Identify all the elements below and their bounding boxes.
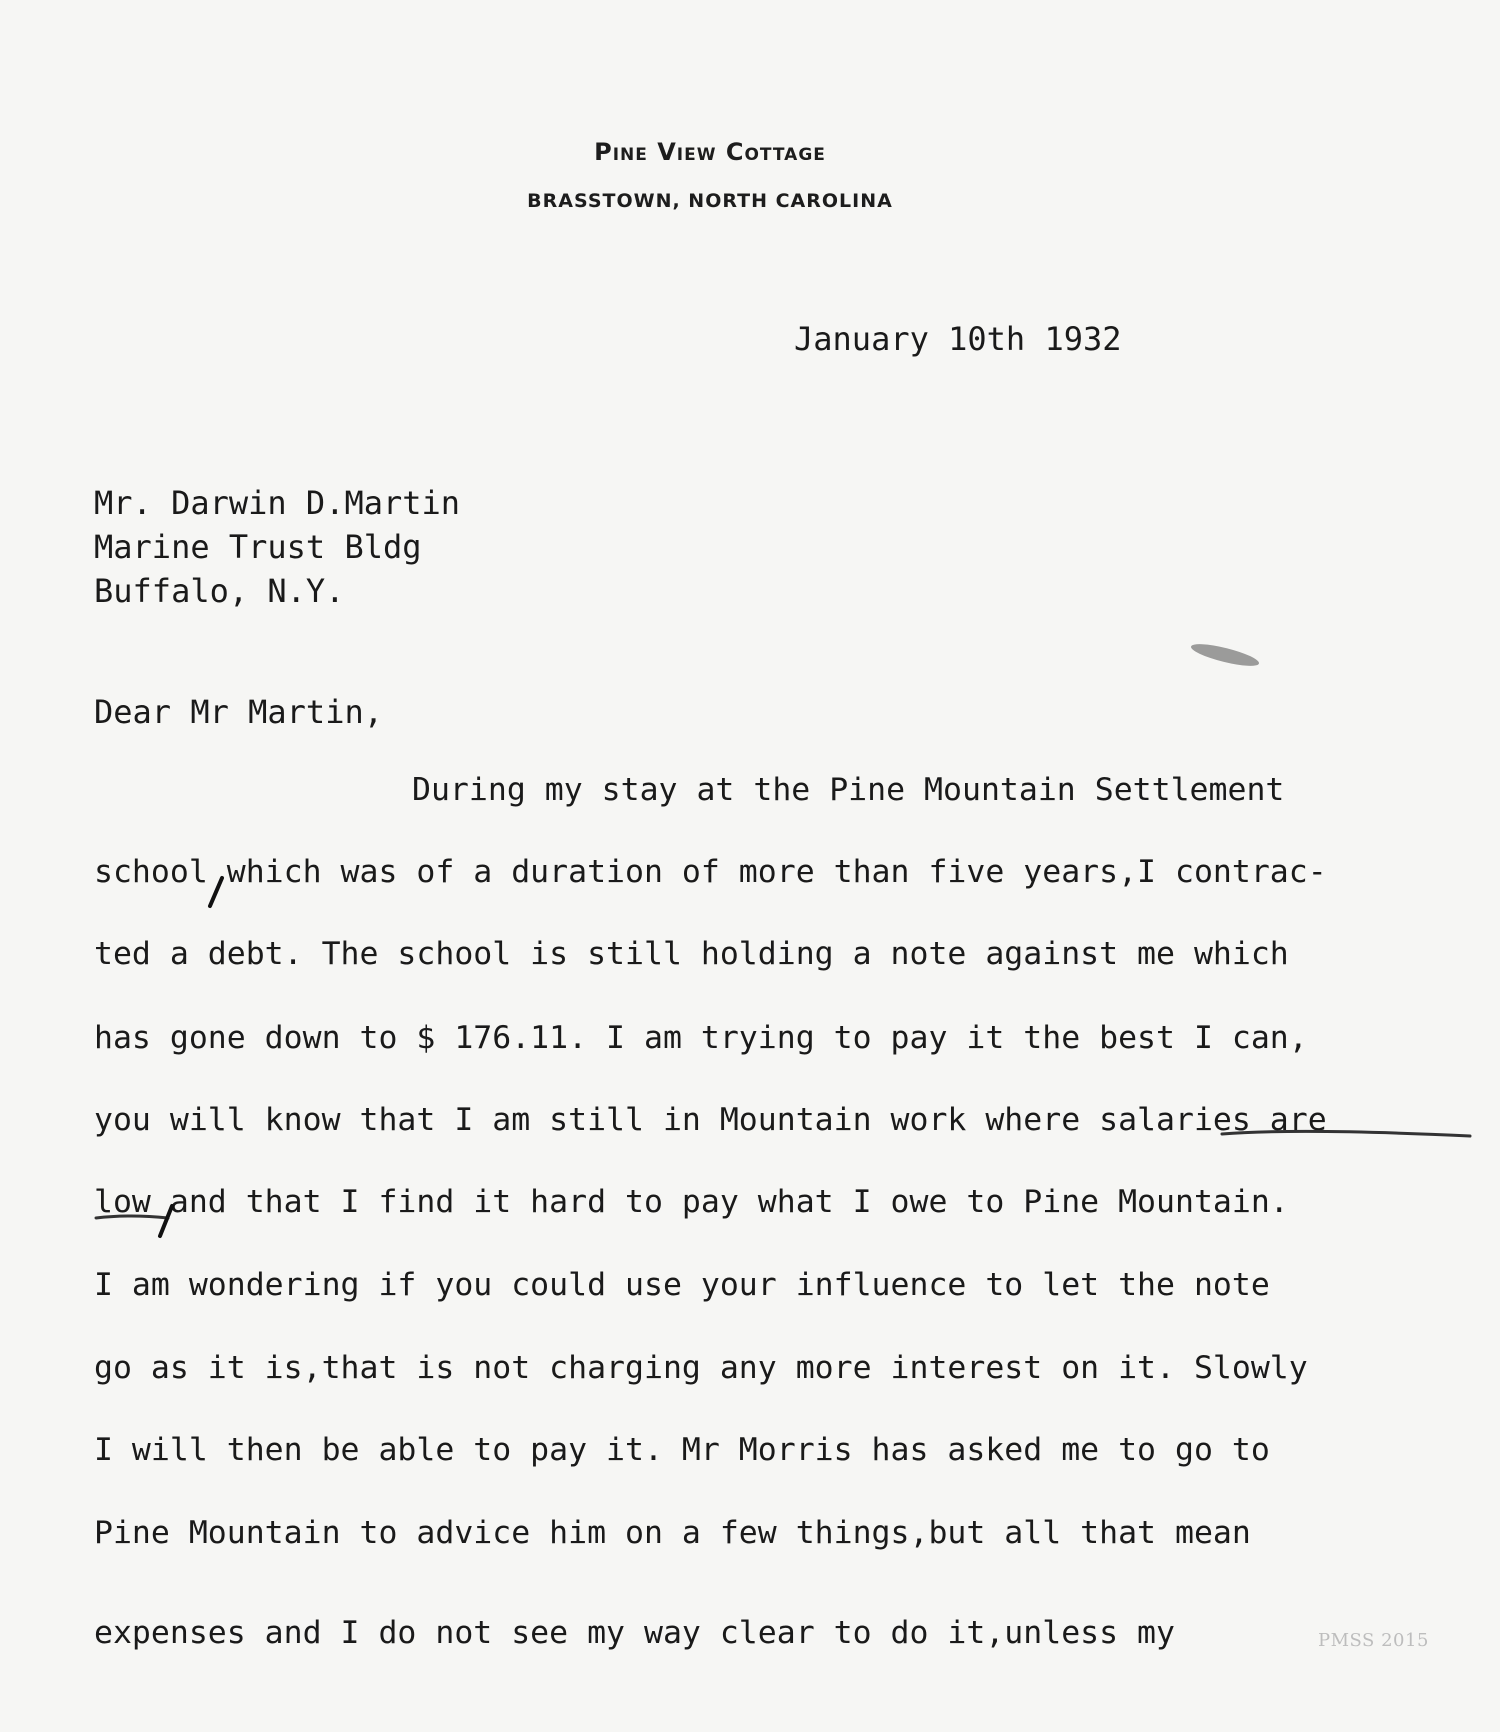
archive-watermark: PMSS 2015	[1318, 1630, 1429, 1651]
recipient-building: Marine Trust Bldg	[94, 528, 422, 566]
ink-smudge	[1189, 640, 1260, 671]
body-line: go as it is,that is not charging any more interest on it. Slowly	[94, 1350, 1308, 1386]
salutation: Dear Mr Martin,	[94, 693, 383, 731]
body-line: I will then be able to pay it. Mr Morris has asked me to go to	[94, 1432, 1270, 1468]
body-line: has gone down to $ 176.11. I am trying to pay it the best I can,	[94, 1020, 1308, 1056]
body-line: low and that I find it hard to pay what I owe to Pine Mountain.	[94, 1184, 1289, 1220]
body-line: Pine Mountain to advice him on a few things,but all that mean	[94, 1515, 1251, 1551]
recipient-name: Mr. Darwin D.Martin	[94, 484, 461, 522]
recipient-city: Buffalo, N.Y.	[94, 572, 345, 610]
body-line: During my stay at the Pine Mountain Settlement	[412, 772, 1285, 808]
body-line: school which was of a duration of more than five years,I contrac-	[94, 854, 1327, 890]
letterhead-name: Pine View Cottage	[594, 138, 826, 166]
body-line: expenses and I do not see my way clear to do it,unless my	[94, 1615, 1175, 1651]
body-line: ted a debt. The school is still holding a note against me which	[94, 936, 1289, 972]
body-line: I am wondering if you could use your influence to let the note	[94, 1267, 1270, 1303]
letter-date: January 10th 1932	[794, 320, 1122, 358]
body-line: you will know that I am still in Mountain work where salaries are	[94, 1102, 1327, 1138]
letterhead-place: BRASSTOWN, NORTH CAROLINA	[527, 190, 893, 212]
